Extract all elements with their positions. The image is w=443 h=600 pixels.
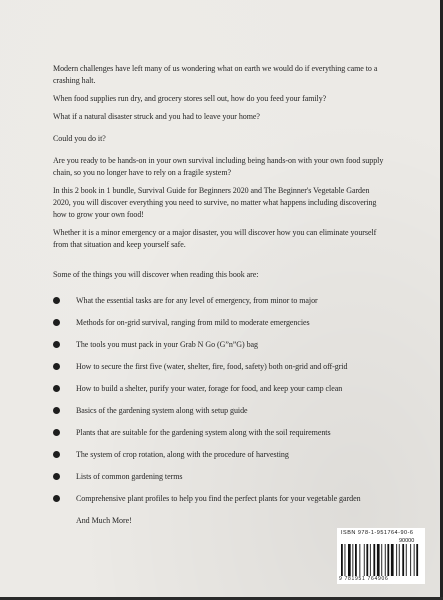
list-item-text: Basics of the gardening system along with setup guide xyxy=(76,406,248,415)
bullet-icon xyxy=(53,429,60,436)
bullet-icon xyxy=(53,319,60,326)
intro-paragraph-3: What if a natural disaster struck and you had to leave your home? xyxy=(53,112,260,121)
list-item-text: Lists of common gardening terms xyxy=(76,472,183,481)
list-item xyxy=(53,405,393,417)
bullet-icon xyxy=(53,341,60,348)
intro-paragraph-5: Are you ready to be hands-on in your own survival including being hands-on with your own food supply chain, so you no longer have to rely on a fragile system? xyxy=(53,156,384,177)
list-item xyxy=(53,493,393,505)
barcode-bars-icon xyxy=(341,544,421,576)
bullet-icon xyxy=(53,473,60,480)
list-item xyxy=(53,427,393,439)
bullet-icon xyxy=(53,363,60,370)
list-item xyxy=(53,383,393,395)
list-item-text: How to build a shelter, purify your water, forage for food, and keep your camp clean xyxy=(76,384,343,393)
list-item-text: Plants that are suitable for the gardening system along with the soil requirements xyxy=(76,428,331,437)
intro-paragraph-7: Whether it is a minor emergency or a major disaster, you will discover how you can eliminate yourself from that situation and keep yourself safe. xyxy=(53,228,377,249)
isbn-barcode xyxy=(337,528,425,584)
bullet-icon xyxy=(53,297,60,304)
list-item xyxy=(53,449,393,461)
closing-text: And Much More! xyxy=(76,516,132,525)
bullet-icon xyxy=(53,451,60,458)
bullet-icon xyxy=(53,495,60,502)
barcode-digits: 9 781951 764906 xyxy=(339,576,389,582)
bullet-icon xyxy=(53,385,60,392)
intro-paragraph-4: Could you do it? xyxy=(53,134,106,143)
list-item-text: Comprehensive plant profiles to help you find the perfect plants for your vegetable garden xyxy=(76,494,361,503)
price-code: 90000 xyxy=(399,538,415,544)
list-item xyxy=(53,471,393,483)
list-item-text: Methods for on-grid survival, ranging from mild to moderate emergencies xyxy=(76,318,310,327)
list-item xyxy=(53,361,393,373)
list-item-text: What the essential tasks are for any level of emergency, from minor to major xyxy=(76,296,318,305)
closing-line xyxy=(53,515,393,527)
list-heading: Some of the things you will discover when reading this book are: xyxy=(53,270,259,279)
list-item xyxy=(53,339,393,351)
list-item-text: The system of crop rotation, along with the procedure of harvesting xyxy=(76,450,289,459)
list-item-text: The tools you must pack in your Grab N Go (G”n”G) bag xyxy=(76,340,258,349)
isbn-number: ISBN 978-1-951764-90-6 xyxy=(341,530,414,536)
intro-paragraph-6: In this 2 book in 1 bundle, Survival Guide for Beginners 2020 and The Beginner's Vegetable Garden 2020, you will discover everything you need to survive, no matter what happens including discovering how to grow your own food! xyxy=(53,186,377,219)
intro-paragraph-2: When food supplies run dry, and grocery stores sell out, how do you feed your family? xyxy=(53,94,327,103)
list-item xyxy=(53,295,393,307)
intro-paragraph-1: Modern challenges have left many of us wondering what on earth we would do if everything came to a crashing halt. xyxy=(53,64,378,85)
list-item xyxy=(53,317,393,329)
bullet-icon xyxy=(53,407,60,414)
list-item-text: How to secure the first five (water, shelter, fire, food, safety) both on-grid and off-grid xyxy=(76,362,348,371)
